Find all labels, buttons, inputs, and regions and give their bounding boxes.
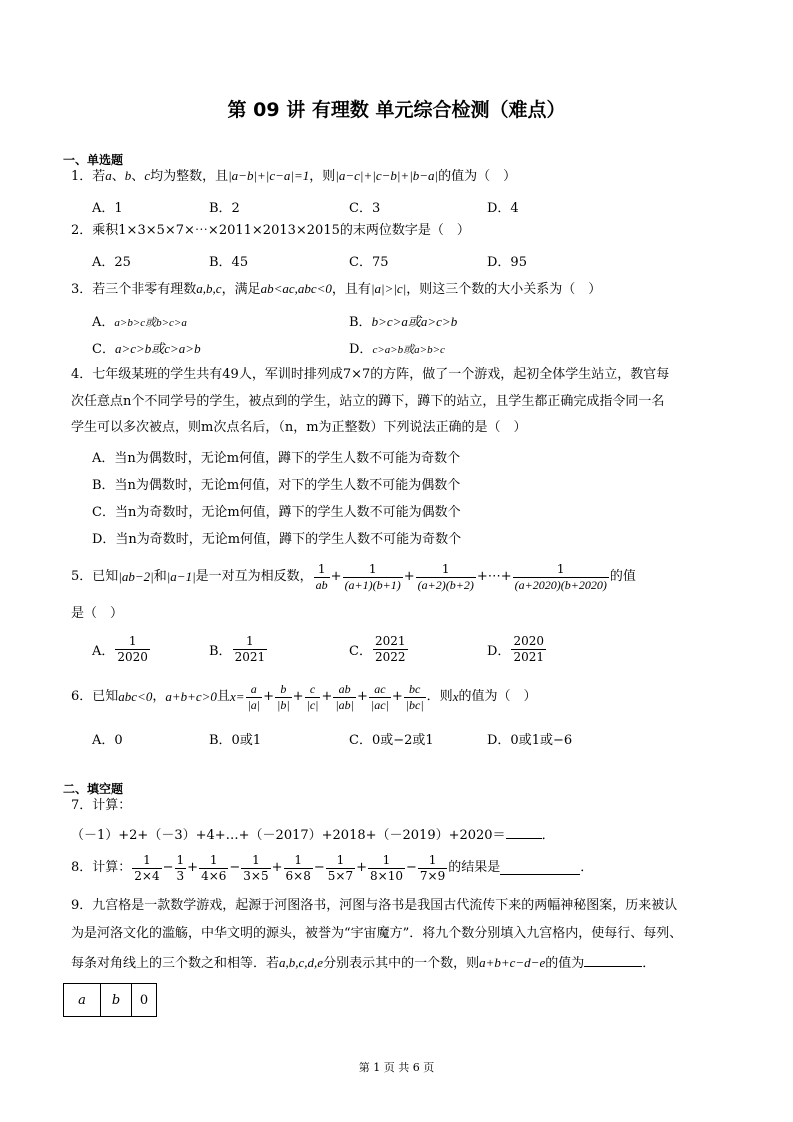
q5-fraction-3: $\frac{1}{(a+2)(b+2)}$ <box>417 561 474 592</box>
q8-term-6: $\frac{1}{5\times 7}$ <box>327 852 354 883</box>
q2-option-a: A．25 <box>92 255 131 270</box>
q9-answer-blank[interactable] <box>584 954 642 967</box>
q5-option-c: C． $\frac{2021}{2022}$ <box>349 634 406 664</box>
q5-fraction-4: $\frac{1}{(a+2020)(b+2020)}$ <box>514 561 607 592</box>
question-4-line-2: 次任意点n个不同学号的学生，被点到的学生，站立的蹲下，蹲下的站立，且学生都正确完成指令同一名 <box>71 394 665 409</box>
q4-option-a: A．当n为偶数时，无论m何值，蹲下的学生人数不可能为奇数个 <box>92 451 461 466</box>
grid-cell-a: a <box>64 984 101 1017</box>
q1-expression: |a−c|+|c−b|+|b−a| <box>335 168 439 183</box>
q5-fraction-1: $\frac{1}{ab}$ <box>315 561 328 592</box>
question-2-stem: 2．乘积1×3×5×7×⋯×2011×2013×2015的末两位数字是（ ） <box>71 223 470 238</box>
q1-option-b: B．2 <box>209 201 240 216</box>
q6-option-c: C．0或−2或1 <box>349 733 434 748</box>
q4-option-b: B．当n为偶数时，无论m何值，对下的学生人数不可能为偶数个 <box>92 478 461 493</box>
question-9-line-1: 9．九宫格是一款数学游戏，起源于河图洛书，河图与洛书是我国古代流传下来的两幅神秘图案，历来被认 <box>71 898 678 913</box>
question-9-line-2: 为是河洛文化的滥觞，中华文明的源头，被誉为“宇宙魔方”．将九个数分别填入九宫格内，使每行、每列、 <box>71 926 683 941</box>
question-5-line-2: 是（ ） <box>71 606 124 621</box>
q3-option-d: D．c>a>b或a>b>c <box>349 342 445 357</box>
q6-option-b: B．0或1 <box>209 733 262 748</box>
q3-option-a: A．a>b>c或b>c>a <box>92 315 187 330</box>
q6-fraction-4: $\frac{ab}{|ab|}$ <box>335 681 354 712</box>
grid-cell-b: b <box>101 984 132 1017</box>
q2-option-c: C．75 <box>349 255 389 270</box>
q6-fraction-1: $\frac{a}{|a|}$ <box>247 681 261 712</box>
grid-cell-zero: 0 <box>132 984 157 1017</box>
q5-option-b: B． $\frac{1}{2021}$ <box>209 634 266 664</box>
q8-term-4: $\frac{1}{3\times 5}$ <box>243 852 269 883</box>
q2-option-d: D．95 <box>487 255 527 270</box>
q2-option-b: B．45 <box>209 255 249 270</box>
page-title: 第 09 讲 有理数 单元综合检测（难点） <box>227 99 566 121</box>
question-4-line-1: 4．七年级某班的学生共有49人，军训时排列成7×7的方阵，做了一个游戏，起初全体学生站立，教官每 <box>71 367 670 382</box>
q5-option-a: A． $\frac{1}{2020}$ <box>92 634 148 664</box>
q6-fraction-3: $\frac{c}{|c|}$ <box>306 681 319 712</box>
page-footer: 第 1 页 共 6 页 <box>358 1061 435 1074</box>
q4-option-c: C．当n为奇数时，无论m何值，蹲下的学生人数不可能为偶数个 <box>92 505 461 520</box>
q8-term-8: $\frac{1}{7\times 9}$ <box>419 852 446 883</box>
q8-answer-blank[interactable] <box>500 862 580 875</box>
section-heading-fill-in: 二、填空题 <box>63 782 124 796</box>
question-9-line-3: 每条对角线上的三个数之和相等．若a,b,c,d,e分别表示其中的一个数，则a+b+c−d−e的值为 ． <box>71 955 656 971</box>
q4-option-d: D．当n为奇数时，无论m何值，蹲下的学生人数不可能为奇数个 <box>92 532 462 547</box>
q1-option-d: D．4 <box>487 201 519 216</box>
q6-fraction-2: $\frac{b}{|b|}$ <box>277 681 290 712</box>
question-6-stem: 6．已知 abc<0 ， a+b+c>0 且 x= $\frac{a}{|a|}$ + $\frac{b}{|b|}$ + $\frac{c}{|c|}$ + $\frac{ab}{|ab|}$ + $\frac{ac}{|ac|}$ + $\frac{bc}{|bc|}$ ．则 x 的值为（ ） <box>71 681 537 712</box>
q8-term-3: $\frac{1}{4\times 6}$ <box>201 852 227 883</box>
q3-option-c: C．a>c>b或c>a>b <box>92 341 201 357</box>
q3-option-b: B．b>c>a或a>c>b <box>349 314 458 330</box>
question-4-line-3: 学生可以多次被点，则m次点名后，（n，m为正整数）下列说法正确的是（ ） <box>71 420 527 435</box>
question-3-stem: 3．若三个非零有理数a,b,c，满足ab<ac,abc<0，且有|a|>|c|，则这三个数的大小关系为（ ） <box>71 281 602 297</box>
q8-term-1: $\frac{1}{2\times 4}$ <box>134 852 160 883</box>
q1-option-c: C．3 <box>349 201 381 216</box>
q5-fraction-2: $\frac{1}{(a+1)(b+1)}$ <box>344 561 401 592</box>
q5-option-d: D． $\frac{2020}{2021}$ <box>487 634 544 664</box>
q6-option-a: A．0 <box>92 733 123 748</box>
q6-fraction-6: $\frac{bc}{|bc|}$ <box>405 681 424 712</box>
q7-answer-blank[interactable] <box>506 826 542 839</box>
question-7-line-1: 7．计算： <box>71 798 132 813</box>
q8-term-7: $\frac{1}{8\times 10}$ <box>370 852 403 883</box>
q2-product: 1×3×5×7×⋯×2011×2013×2015 <box>118 223 340 238</box>
section-heading-single-choice: 一、单选题 <box>63 153 124 167</box>
question-1-stem: 1．若a、b、c均为整数，且|a−b|+|c−a|=1，则|a−c|+|c−b|+|b−a|的值为（ ） <box>71 168 517 184</box>
q8-term-2: $\frac{1}{3}$ <box>176 852 185 883</box>
question-8-stem: 8．计算： $\frac{1}{2\times 4}$ − $\frac{1}{3}$ + $\frac{1}{4\times 6}$ − $\frac{1}{3\times 5}$ + $\frac{1}{6\times 8}$ − $\frac{1}{5\times 7}$ + $\frac{1}{8\times 10}$ − $\frac{1}{7\times 9}$ 的结果是 ． <box>71 852 594 883</box>
q6-fraction-5: $\frac{ac}{|ac|}$ <box>370 681 389 712</box>
magic-square-grid <box>63 983 157 1017</box>
question-5-stem: 5．已知 |ab−2| 和 |a−1| 是一对互为相反数， $\frac{1}{ab}$ + $\frac{1}{(a+1)(b+1)}$ + $\frac{1}{(a+2)(b+2)}$ +⋯+ $\frac{1}{(a+2020)(b+2020)}$ 的值 <box>71 561 636 592</box>
q8-term-5: $\frac{1}{6\times 8}$ <box>285 852 311 883</box>
q1-condition: |a−b|+|c−a|=1 <box>228 168 310 183</box>
q1-option-a: A．1 <box>92 201 123 216</box>
q6-option-d: D．0或1或−6 <box>487 733 573 748</box>
question-7-line-2: （－1）+2+（－3）+4+…+（－2017）+2018+（－2019）+2020＝ ． <box>71 828 555 843</box>
